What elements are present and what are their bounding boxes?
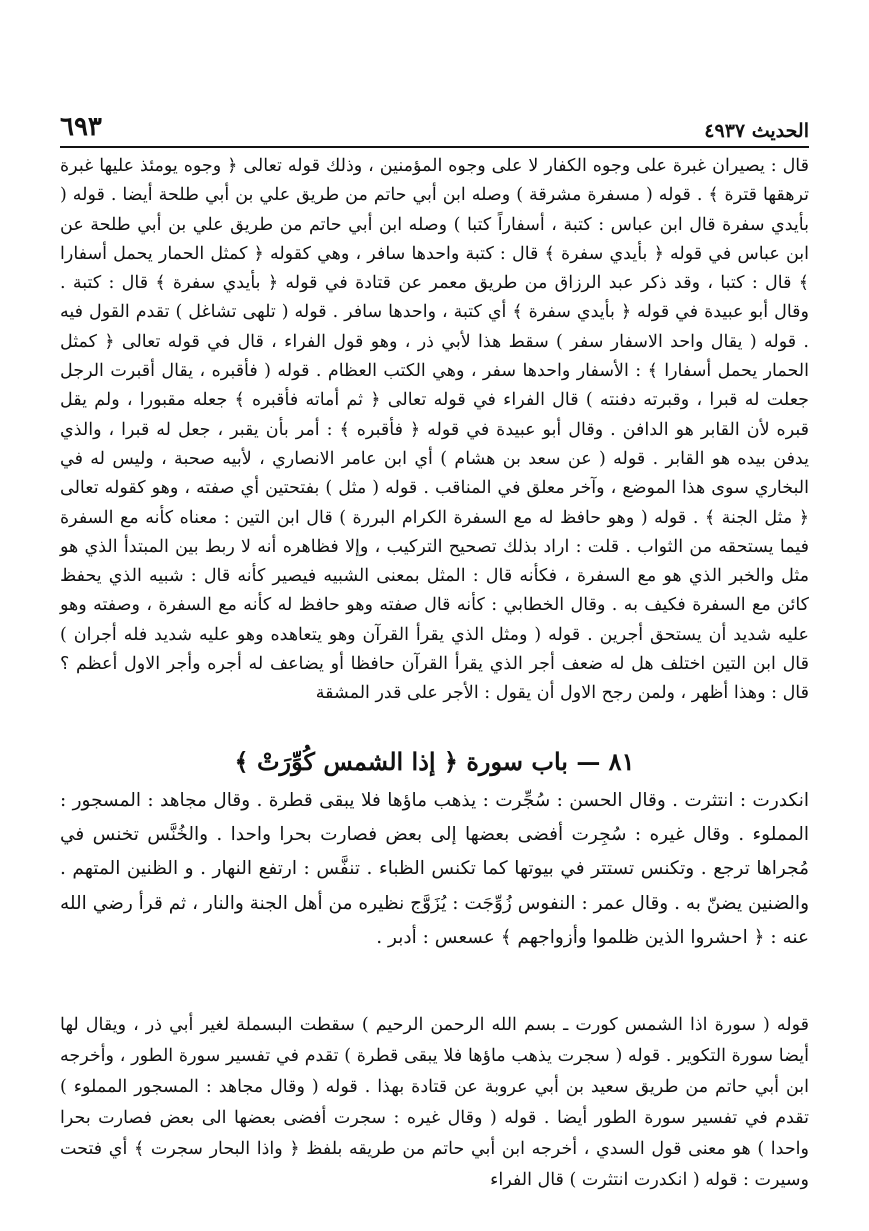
page-header xyxy=(60,112,809,148)
page-number: ٦٩٣ xyxy=(60,112,102,142)
commentary-lower xyxy=(60,1010,809,1196)
commentary-paragraph: قوله ( سورة اذا الشمس كورت ـ بسم الله الرحمن الرحيم ) سقطت البسملة لغير أبي ذر ، ويقال لها أيضا سورة التكوير . قوله ( سجرت يذهب ماؤها فلا يبقى قطرة ) تقدم في تفسير سورة الطور ، وأخرجه ابن أبي حاتم من طريق سعيد بن أبي عروبة عن قتادة بهذا . قوله ( وقال مجاهد : المسجور المملوء ) تقدم في تفسير سورة الطور أيضا . قوله ( وقال غيره : سجرت أفضى بعضها الى بعض فصارت بحرا واحدا ) هو معنى قول السدي ، أخرجه ابن أبي حاتم من طريقه بلفظ ﴿ واذا البحار سجرت ﴾ أي فتحت وسيرت : قوله ( انكدرت انتثرت ) قال الفراء xyxy=(60,1015,810,1190)
chapter-text xyxy=(60,784,809,955)
chapter-heading: ٨١ — باب سورة ﴿ إذا الشمس كُوِّرَتْ ﴾ xyxy=(234,747,635,776)
vocabulary-paragraph: انكدرت : انتثرت . وقال الحسن : سُجِّرت : يذهب ماؤها فلا يبقى قطرة . وقال مجاهد : المسجور : المملوء . وقال غيره : سُجِرت أفضى بعضها إلى بعض فصارت بحرا واحدا . والخُنَّس تخنس في مُجراها ترجع . وتكنس تستتر في بيوتها كما تكنس الظباء . تنفَّس : ارتفع النهار . و الظنين المتهم . والضنين يضنّ به . وقال عمر : النفوس زُوِّجَت : يُزَوَّج نظيره من أهل الجنة والنار ، ثم قرأ رضي الله عنه : ﴿ احشروا الذين ظلموا وأزواجهم ﴾ عسعس : أدبر . xyxy=(60,790,809,948)
commentary-upper xyxy=(60,152,809,709)
commentary-paragraph: قال : يصيران غبرة على وجوه الكفار لا على وجوه المؤمنين ، وذلك قوله تعالى ﴿ وجوه يومئذ عليها غبرة ترهقها قترة ﴾ . قوله ( مسفرة مشرقة ) وصله ابن أبي حاتم من طريق علي بن أبي طلحة أيضا . قوله ( بأيدي سفرة قال ابن عباس : كتبة ، أسفاراً كتبا ) وصله ابن أبي حاتم من طريق علي بن أبي طلحة عن ابن عباس في قوله ﴿ بأيدي سفرة ﴾ قال : كتبة واحدها سافر ، وهي كقوله ﴿ كمثل الحمار يحمل أسفارا ﴾ قال : كتبا ، وقد ذكر عبد الرزاق من طريق معمر عن قتادة في قوله ﴿ بأيدي سفرة ﴾ قال : كتبة . وقال أبو عبيدة في قوله ﴿ بأيدي سفرة ﴾ أي كتبة ، واحدها سافر . قوله ( تلهى تشاغل ) تقدم القول فيه . قوله ( يقال واحد الاسفار سفر ) سقط هذا لأبي ذر ، وهو قول الفراء ، قال في قوله تعالى ﴿ كمثل الحمار يحمل أسفارا ﴾ : الأسفار واحدها سفر ، وهي الكتب العظام . قوله ( فأقبره ، يقال أقبرت الرجل جعلت له قبرا ، وقبرته دفنته ) قال الفراء في قوله تعالى ﴿ ثم أماته فأقبره ﴾ جعله مقبورا ، ولم يقل قبره لأن القابر هو الدافن . وقال أبو عبيدة في قوله ﴿ فأقبره ﴾ : أمر بأن يقبر ، جعل له قبرا ، والذي يدفن بيده هو القابر . قوله ( عن سعد بن هشام ) أي ابن عامر الانصاري ، لأبيه صحبة ، وليس له في البخاري سوى هذا الموضع ، وآخر معلق في المناقب . قوله ( مثل ) بفتحتين أي صفته ، وهو كقوله تعالى ﴿ مثل الجنة ﴾ . قوله ( وهو حافظ له مع السفرة الكرام البررة ) قال ابن التين : معناه كأنه مع السفرة فيما يستحقه من الثواب . قلت : اراد بذلك تصحيح التركيب ، وإلا فظاهره أنه لا ربط بين المبتدأ الذي هو مثل والخبر الذي هو مع السفرة ، فكأنه قال : المثل بمعنى الشبيه فيصير كأنه قال : شبيه الذي يحفظ كائن مع السفرة فكيف به . وقال الخطابي : كأنه قال صفته وهو حافظ له كأنه مع السفرة ، وصفته وهو عليه شديد أن يستحق أجرين . قوله ( ومثل الذي يقرأ القرآن وهو يتعاهده وهو عليه شديد فله أجران ) قال ابن التين اختلف هل له ضعف أجر الذي يقرأ القرآن حافظا أو يضاعف له أجره وأجر الاول أعظم ؟ قال : وهذا أظهر ، ولمن رجح الاول أن يقول : الأجر على قدر المشقة xyxy=(60,156,809,704)
running-head: الحديث ٤٩٣٧ xyxy=(704,120,809,142)
